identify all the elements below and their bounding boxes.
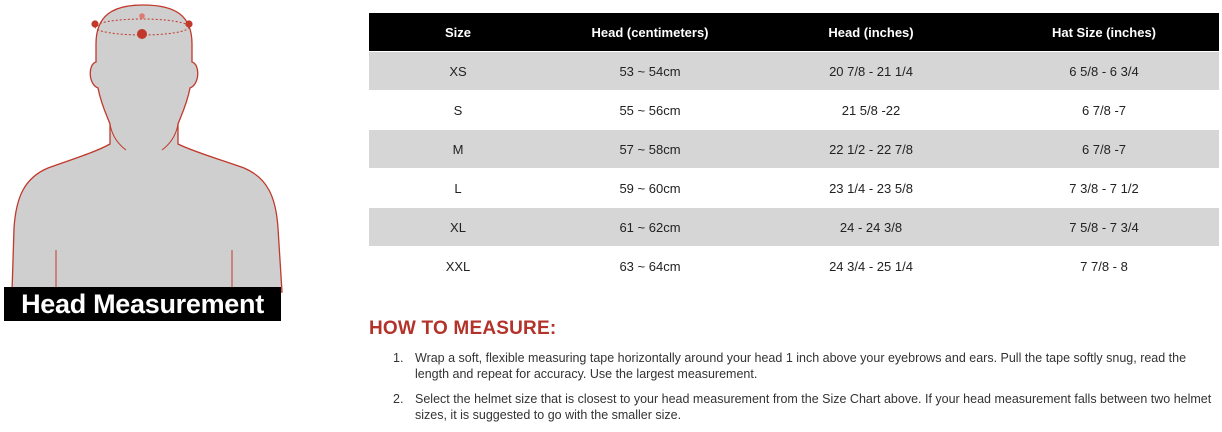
cell-size: XL	[369, 208, 547, 247]
table-row	[369, 91, 1219, 130]
measure-step	[369, 350, 1221, 382]
cell-head-inches: 22 1/2 - 22 7/8	[753, 130, 989, 169]
table-row	[369, 247, 1219, 286]
table-row	[369, 52, 1219, 91]
step-text: Wrap a soft, flexible measuring tape horizontally around your head 1 inch above your eyebrows and ears. Pull the tape softly snug, read the length and repeat for accuracy. Use the largest measurement.	[415, 351, 1187, 381]
cell-hat-size: 7 7/8 - 8	[989, 247, 1219, 286]
cell-hat-size: 6 7/8 -7	[989, 130, 1219, 169]
measure-step	[369, 391, 1221, 423]
cell-hat-size: 6 7/8 -7	[989, 91, 1219, 130]
step-text: Select the helmet size that is closest to your head measurement from the Size Chart above. If your head measurement falls between two helmet sizes, it is suggested to go with the smaller size.	[415, 392, 1212, 422]
tape-marker-left	[91, 20, 98, 27]
how-to-measure-title: HOW TO MEASURE:	[369, 318, 557, 339]
cell-head-inches: 23 1/4 - 23 5/8	[753, 169, 989, 208]
cell-hat-size: 7 5/8 - 7 3/4	[989, 208, 1219, 247]
header-head-cm: Head (centimeters)	[547, 13, 753, 52]
table-row	[369, 169, 1219, 208]
body-silhouette	[12, 5, 282, 292]
cell-head-cm: 55 ~ 56cm	[547, 91, 753, 130]
cell-size: XXL	[369, 247, 547, 286]
tape-marker-back	[139, 13, 145, 19]
tape-marker-right	[185, 20, 192, 27]
cell-head-cm: 61 ~ 62cm	[547, 208, 753, 247]
cell-hat-size: 6 5/8 - 6 3/4	[989, 52, 1219, 91]
cell-head-inches: 20 7/8 - 21 1/4	[753, 52, 989, 91]
tape-marker-front	[137, 29, 147, 39]
cell-head-cm: 53 ~ 54cm	[547, 52, 753, 91]
cell-head-inches: 24 3/4 - 25 1/4	[753, 247, 989, 286]
table-header-row	[369, 13, 1219, 52]
header-hat-size: Hat Size (inches)	[989, 13, 1219, 52]
cell-hat-size: 7 3/8 - 7 1/2	[989, 169, 1219, 208]
cell-head-inches: 24 - 24 3/8	[753, 208, 989, 247]
step-number: 1.	[393, 351, 404, 365]
cell-head-inches: 21 5/8 -22	[753, 91, 989, 130]
cell-head-cm: 57 ~ 58cm	[547, 130, 753, 169]
table-row	[369, 130, 1219, 169]
head-measurement-figure	[0, 0, 290, 330]
cell-size: S	[369, 91, 547, 130]
cell-head-cm: 59 ~ 60cm	[547, 169, 753, 208]
step-number: 2.	[393, 392, 404, 406]
cell-size: XS	[369, 52, 547, 91]
cell-size: M	[369, 130, 547, 169]
header-head-inches: Head (inches)	[753, 13, 989, 52]
cell-size: L	[369, 169, 547, 208]
cell-head-cm: 63 ~ 64cm	[547, 247, 753, 286]
measure-steps-list	[369, 350, 1221, 432]
head-measurement-label: Head Measurement	[4, 287, 281, 321]
table-row	[369, 208, 1219, 247]
size-chart-table	[369, 13, 1219, 285]
head-silhouette-illustration	[0, 0, 290, 330]
header-size: Size	[369, 13, 547, 52]
